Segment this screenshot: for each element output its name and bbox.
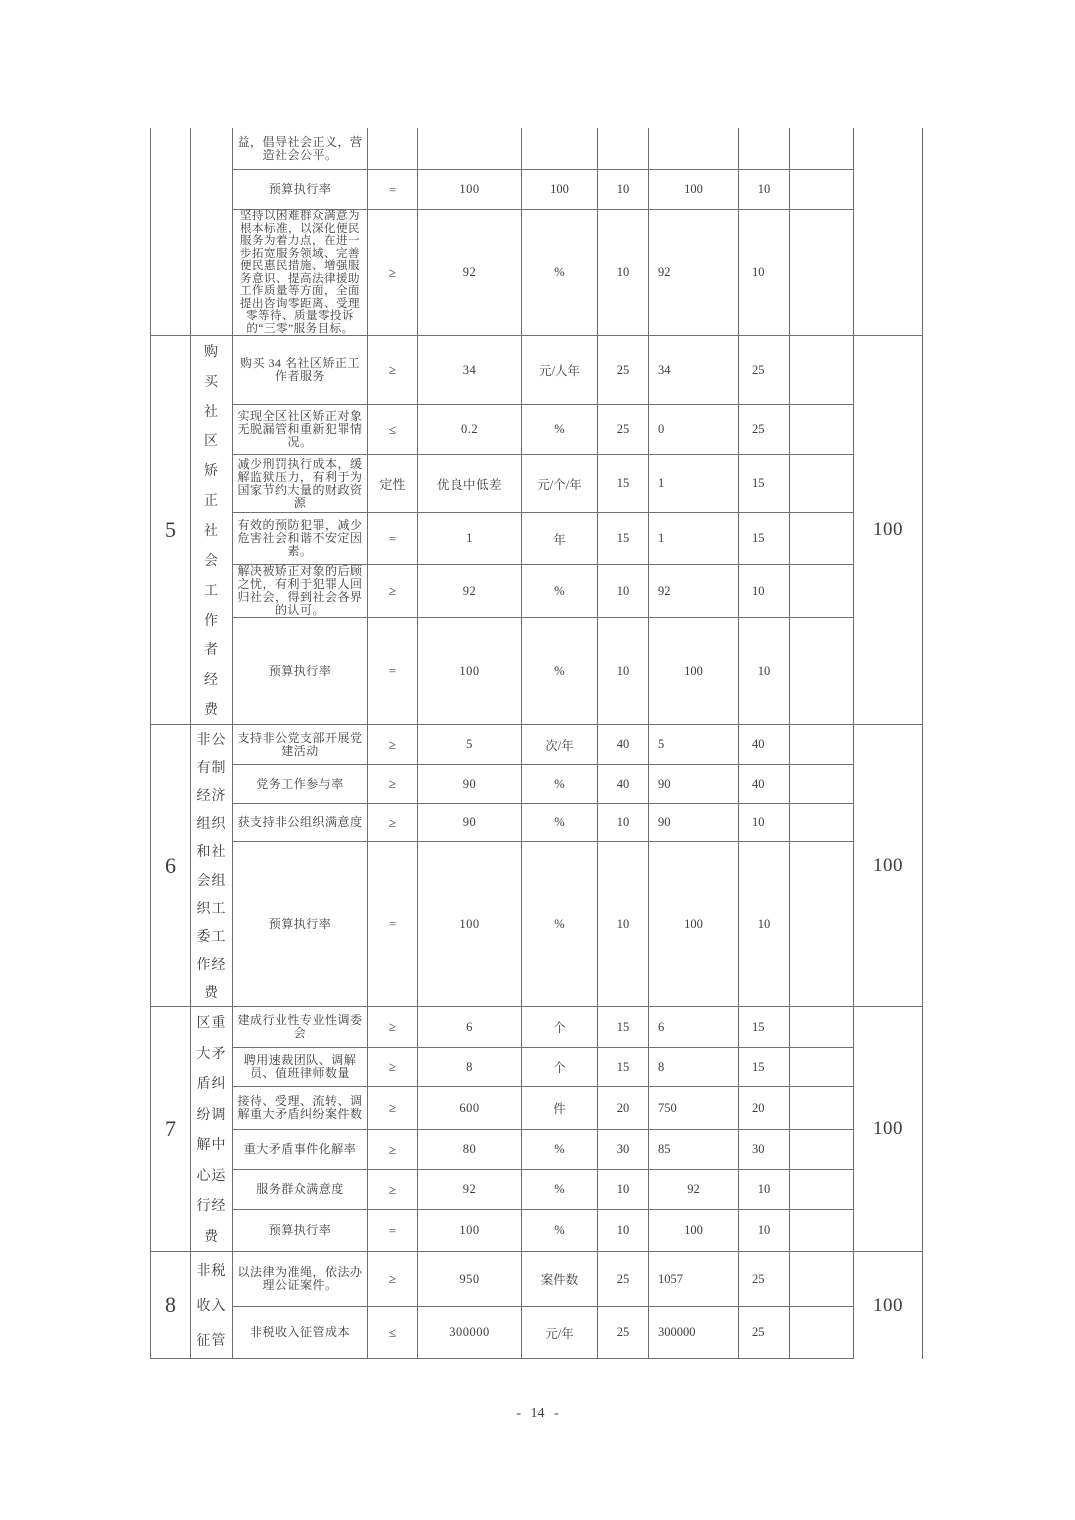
blank-cell xyxy=(790,405,854,455)
project-name-line: 收入 xyxy=(196,1298,227,1314)
actual-value-cell: 100 xyxy=(649,170,739,210)
weight-cell: 10 xyxy=(598,618,649,725)
operator-cell: = xyxy=(368,170,418,210)
indicator-cell: 预算执行率 xyxy=(233,842,368,1007)
target-value-cell: 100 xyxy=(418,618,522,725)
blank-cell xyxy=(790,128,854,170)
target-value-cell: 100 xyxy=(418,842,522,1007)
project-name-line: 作 xyxy=(204,613,219,629)
score-cell: 30 xyxy=(739,1130,790,1170)
project-name-line: 费 xyxy=(204,985,219,1001)
actual-value-cell: 8 xyxy=(649,1048,739,1087)
section-total-cell xyxy=(854,128,923,336)
table-row xyxy=(233,1007,854,1048)
table-row xyxy=(233,725,854,765)
target-value-cell: 92 xyxy=(418,1170,522,1210)
blank-cell xyxy=(790,1307,854,1359)
weight-cell: 10 xyxy=(598,170,649,210)
weight-cell: 15 xyxy=(598,513,649,565)
blank-cell xyxy=(790,455,854,513)
weight-cell: 15 xyxy=(598,1048,649,1087)
actual-value-cell: 1 xyxy=(649,513,739,565)
operator-cell: ≥ xyxy=(368,1007,418,1048)
section-number-cell: 5 xyxy=(151,336,191,725)
weight-cell: 10 xyxy=(598,210,649,336)
score-cell: 10 xyxy=(739,842,790,1007)
target-value-cell: 100 xyxy=(418,170,522,210)
blank-cell xyxy=(790,1048,854,1087)
blank-cell xyxy=(790,804,854,842)
operator-cell: ≥ xyxy=(368,210,418,336)
project-name-line: 解中 xyxy=(196,1138,227,1154)
score-cell: 10 xyxy=(739,618,790,725)
score-cell: 10 xyxy=(739,1210,790,1252)
project-name-cell xyxy=(191,1252,233,1359)
weight-cell: 20 xyxy=(598,1087,649,1130)
actual-value-cell: 0 xyxy=(649,405,739,455)
weight-cell: 15 xyxy=(598,1007,649,1048)
actual-value-cell xyxy=(649,128,739,170)
unit-cell: 次/年 xyxy=(522,725,598,765)
project-name-line: 委工 xyxy=(196,929,227,945)
blank-cell xyxy=(790,1252,854,1307)
blank-cell xyxy=(790,618,854,725)
score-cell: 10 xyxy=(739,1170,790,1210)
section-total-cell: 100 xyxy=(854,336,923,725)
operator-cell: ≥ xyxy=(368,1170,418,1210)
unit-cell: % xyxy=(522,618,598,725)
target-value-cell: 6 xyxy=(418,1007,522,1048)
indicator-cell: 建成行业性专业性调委会 xyxy=(233,1007,368,1048)
weight-cell: 10 xyxy=(598,1170,649,1210)
table-row xyxy=(233,618,854,725)
weight-cell xyxy=(598,128,649,170)
operator-cell: = xyxy=(368,1210,418,1252)
table-section xyxy=(151,128,923,336)
weight-cell: 10 xyxy=(598,1210,649,1252)
actual-value-cell: 85 xyxy=(649,1130,739,1170)
actual-value-cell: 90 xyxy=(649,765,739,804)
score-cell: 25 xyxy=(739,405,790,455)
actual-value-cell: 100 xyxy=(649,842,739,1007)
table-row xyxy=(233,1307,854,1359)
indicator-cell: 实现全区社区矫正对象无脱漏管和重新犯罪情况。 xyxy=(233,405,368,455)
blank-cell xyxy=(790,1170,854,1210)
project-name-line: 矫 xyxy=(204,464,219,480)
actual-value-cell: 92 xyxy=(649,1170,739,1210)
score-cell: 15 xyxy=(739,1007,790,1048)
indicator-cell: 重大矛盾事件化解率 xyxy=(233,1130,368,1170)
weight-cell: 30 xyxy=(598,1130,649,1170)
operator-cell: ≥ xyxy=(368,1130,418,1170)
target-value-cell: 90 xyxy=(418,765,522,804)
project-name-line: 者 xyxy=(204,643,219,659)
score-cell: 15 xyxy=(739,1048,790,1087)
operator-cell: ≥ xyxy=(368,1087,418,1130)
table-row xyxy=(233,1087,854,1130)
score-cell: 25 xyxy=(739,1252,790,1307)
indicator-cell: 减少刑罚执行成本，缓解监狱压力，有利于为国家节约大量的财政资源 xyxy=(233,455,368,513)
unit-cell: 元/人年 xyxy=(522,336,598,405)
target-value-cell: 90 xyxy=(418,804,522,842)
indicator-rows xyxy=(233,128,854,336)
project-name-line: 正 xyxy=(204,494,219,510)
operator-cell: = xyxy=(368,618,418,725)
target-value-cell: 100 xyxy=(418,1210,522,1252)
project-name-line: 会 xyxy=(204,553,219,569)
operator-cell: 定性 xyxy=(368,455,418,513)
score-cell: 10 xyxy=(739,210,790,336)
project-name-line: 纷调 xyxy=(196,1107,227,1123)
unit-cell xyxy=(522,128,598,170)
target-value-cell: 950 xyxy=(418,1252,522,1307)
unit-cell: 年 xyxy=(522,513,598,565)
project-name-line: 区 xyxy=(204,434,219,450)
target-value-cell: 92 xyxy=(418,210,522,336)
table-row xyxy=(233,1210,854,1252)
weight-cell: 25 xyxy=(598,336,649,405)
indicator-cell: 解决被矫正对象的后顾之忧，有利于犯罪人回归社会，得到社会各界的认可。 xyxy=(233,565,368,618)
target-value-cell: 34 xyxy=(418,336,522,405)
target-value-cell: 600 xyxy=(418,1087,522,1130)
unit-cell: 100 xyxy=(522,170,598,210)
blank-cell xyxy=(790,513,854,565)
section-total-cell: 100 xyxy=(854,725,923,1007)
project-name-line: 购 xyxy=(204,344,219,360)
section-number-cell: 6 xyxy=(151,725,191,1007)
project-name-line: 行经 xyxy=(196,1199,227,1215)
operator-cell: ≥ xyxy=(368,565,418,618)
project-name-line: 经济 xyxy=(196,789,227,805)
score-cell: 20 xyxy=(739,1087,790,1130)
project-name-line: 和社 xyxy=(196,845,227,861)
actual-value-cell: 300000 xyxy=(649,1307,739,1359)
project-name-line: 会组 xyxy=(196,873,227,889)
actual-value-cell: 100 xyxy=(649,618,739,725)
table-row xyxy=(233,1252,854,1307)
table-row xyxy=(233,565,854,618)
table-section xyxy=(151,1007,923,1252)
project-name-line: 费 xyxy=(204,1229,219,1245)
table-row xyxy=(233,804,854,842)
project-name-line: 作经 xyxy=(196,957,227,973)
project-name-line: 费 xyxy=(204,703,219,719)
page-number: - 14 - xyxy=(516,1406,559,1421)
operator-cell xyxy=(368,128,418,170)
weight-cell: 10 xyxy=(598,842,649,1007)
indicator-cell: 党务工作参与率 xyxy=(233,765,368,804)
blank-cell xyxy=(790,765,854,804)
blank-cell xyxy=(790,170,854,210)
actual-value-cell: 6 xyxy=(649,1007,739,1048)
indicator-cell: 预算执行率 xyxy=(233,618,368,725)
section-number-cell: 7 xyxy=(151,1007,191,1252)
unit-cell: 个 xyxy=(522,1048,598,1087)
operator-cell: ≥ xyxy=(368,1048,418,1087)
unit-cell: % xyxy=(522,1130,598,1170)
target-value-cell: 92 xyxy=(418,565,522,618)
weight-cell: 25 xyxy=(598,405,649,455)
project-name-cell xyxy=(191,725,233,1007)
blank-cell xyxy=(790,565,854,618)
indicator-cell: 获支持非公组织满意度 xyxy=(233,804,368,842)
operator-cell: = xyxy=(368,513,418,565)
blank-cell xyxy=(790,725,854,765)
score-cell: 15 xyxy=(739,455,790,513)
score-cell: 25 xyxy=(739,1307,790,1359)
project-name-line: 织工 xyxy=(196,901,227,917)
operator-cell: ≥ xyxy=(368,1252,418,1307)
indicator-cell: 非税收入征管成本 xyxy=(233,1307,368,1359)
section-number-cell xyxy=(151,128,191,336)
weight-cell: 10 xyxy=(598,565,649,618)
project-name-line: 工 xyxy=(204,583,219,599)
score-cell: 10 xyxy=(739,565,790,618)
weight-cell: 40 xyxy=(598,725,649,765)
score-cell: 25 xyxy=(739,336,790,405)
indicator-rows xyxy=(233,725,854,1007)
target-value-cell xyxy=(418,128,522,170)
weight-cell: 15 xyxy=(598,455,649,513)
operator-cell: ≥ xyxy=(368,804,418,842)
score-cell: 15 xyxy=(739,513,790,565)
indicator-cell: 支持非公党支部开展党建活动 xyxy=(233,725,368,765)
target-value-cell: 80 xyxy=(418,1130,522,1170)
weight-cell: 40 xyxy=(598,765,649,804)
project-name-line: 心运 xyxy=(196,1168,227,1184)
blank-cell xyxy=(790,1007,854,1048)
operator-cell: ≤ xyxy=(368,405,418,455)
indicator-cell: 服务群众满意度 xyxy=(233,1170,368,1210)
indicator-cell: 预算执行率 xyxy=(233,170,368,210)
project-name-line: 盾纠 xyxy=(196,1077,227,1093)
section-total-cell: 100 xyxy=(854,1007,923,1252)
unit-cell: % xyxy=(522,765,598,804)
weight-cell: 25 xyxy=(598,1307,649,1359)
unit-cell: 元/个/年 xyxy=(522,455,598,513)
actual-value-cell: 100 xyxy=(649,1210,739,1252)
actual-value-cell: 1057 xyxy=(649,1252,739,1307)
actual-value-cell: 92 xyxy=(649,565,739,618)
indicator-cell: 以法律为准绳，依法办理公证案件。 xyxy=(233,1252,368,1307)
blank-cell xyxy=(790,1130,854,1170)
actual-value-cell: 1 xyxy=(649,455,739,513)
blank-cell xyxy=(790,842,854,1007)
indicator-cell: 聘用速裁团队、调解员、值班律师数量 xyxy=(233,1048,368,1087)
blank-cell xyxy=(790,336,854,405)
blank-cell xyxy=(790,1087,854,1130)
project-name-line: 大矛 xyxy=(196,1046,227,1062)
operator-cell: ≥ xyxy=(368,765,418,804)
table-row xyxy=(233,1170,854,1210)
project-name-line: 区重 xyxy=(196,1016,227,1032)
unit-cell: % xyxy=(522,1210,598,1252)
unit-cell: % xyxy=(522,1170,598,1210)
section-total-cell: 100 xyxy=(854,1252,923,1359)
project-name-line: 有制 xyxy=(196,761,227,777)
indicator-rows xyxy=(233,1007,854,1252)
unit-cell: % xyxy=(522,804,598,842)
table-section xyxy=(151,336,923,725)
target-value-cell: 0.2 xyxy=(418,405,522,455)
unit-cell: % xyxy=(522,565,598,618)
actual-value-cell: 5 xyxy=(649,725,739,765)
table-section xyxy=(151,725,923,1007)
unit-cell: 个 xyxy=(522,1007,598,1048)
blank-cell xyxy=(790,210,854,336)
unit-cell: 件 xyxy=(522,1087,598,1130)
table-section xyxy=(151,1252,923,1359)
project-name-line: 社 xyxy=(204,404,219,420)
target-value-cell: 8 xyxy=(418,1048,522,1087)
actual-value-cell: 750 xyxy=(649,1087,739,1130)
target-value-cell: 5 xyxy=(418,725,522,765)
table-row xyxy=(233,1048,854,1087)
project-name-line: 社 xyxy=(204,523,219,539)
unit-cell: 案件数 xyxy=(522,1252,598,1307)
unit-cell: % xyxy=(522,842,598,1007)
section-number-cell: 8 xyxy=(151,1252,191,1359)
blank-cell xyxy=(790,1210,854,1252)
project-name-line: 非公 xyxy=(196,733,227,749)
weight-cell: 25 xyxy=(598,1252,649,1307)
operator-cell: ≥ xyxy=(368,336,418,405)
actual-value-cell: 90 xyxy=(649,804,739,842)
actual-value-cell: 34 xyxy=(649,336,739,405)
indicator-rows xyxy=(233,336,854,725)
project-name-cell xyxy=(191,336,233,725)
unit-cell: % xyxy=(522,210,598,336)
performance-table xyxy=(150,128,923,1359)
score-cell xyxy=(739,128,790,170)
table-row xyxy=(233,513,854,565)
score-cell: 40 xyxy=(739,765,790,804)
unit-cell: 元/年 xyxy=(522,1307,598,1359)
score-cell: 40 xyxy=(739,725,790,765)
project-name-line: 经 xyxy=(204,673,219,689)
project-name-cell xyxy=(191,1007,233,1252)
score-cell: 10 xyxy=(739,804,790,842)
operator-cell: = xyxy=(368,842,418,1007)
table-row xyxy=(233,170,854,210)
indicator-cell: 预算执行率 xyxy=(233,1210,368,1252)
table-row xyxy=(233,128,854,170)
table-row xyxy=(233,210,854,336)
unit-cell: % xyxy=(522,405,598,455)
project-name-cell xyxy=(191,128,233,336)
indicator-rows xyxy=(233,1252,854,1359)
target-value-cell: 1 xyxy=(418,513,522,565)
indicator-cell: 接待、受理、流转、调解重大矛盾纠纷案件数 xyxy=(233,1087,368,1130)
indicator-cell: 坚持以困难群众满意为根本标准，以深化便民服务为着力点，在进一步拓宽服务领域、完善便民惠民措施、增强服务意识、提高法律援助工作质量等方面，全面提出咨询零距离、受理零等待、质量零投诉的“三零”服务目标。 xyxy=(233,210,368,336)
indicator-cell: 益，倡导社会正义，营造社会公平。 xyxy=(233,128,368,170)
target-value-cell: 300000 xyxy=(418,1307,522,1359)
project-name-line: 买 xyxy=(204,374,219,390)
table-row xyxy=(233,455,854,513)
project-name-line: 非税 xyxy=(196,1263,227,1279)
indicator-cell: 购买 34 名社区矫正工作者服务 xyxy=(233,336,368,405)
table-row xyxy=(233,1130,854,1170)
target-value-cell: 优良中低差 xyxy=(418,455,522,513)
indicator-cell: 有效的预防犯罪，减少危害社会和谐不安定因素。 xyxy=(233,513,368,565)
project-name-line: 征管 xyxy=(196,1334,227,1350)
operator-cell: ≤ xyxy=(368,1307,418,1359)
table-row xyxy=(233,336,854,405)
actual-value-cell: 92 xyxy=(649,210,739,336)
weight-cell: 10 xyxy=(598,804,649,842)
table-row xyxy=(233,765,854,804)
table-row xyxy=(233,842,854,1007)
score-cell: 10 xyxy=(739,170,790,210)
project-name-line: 组织 xyxy=(196,817,227,833)
operator-cell: ≥ xyxy=(368,725,418,765)
table-row xyxy=(233,405,854,455)
